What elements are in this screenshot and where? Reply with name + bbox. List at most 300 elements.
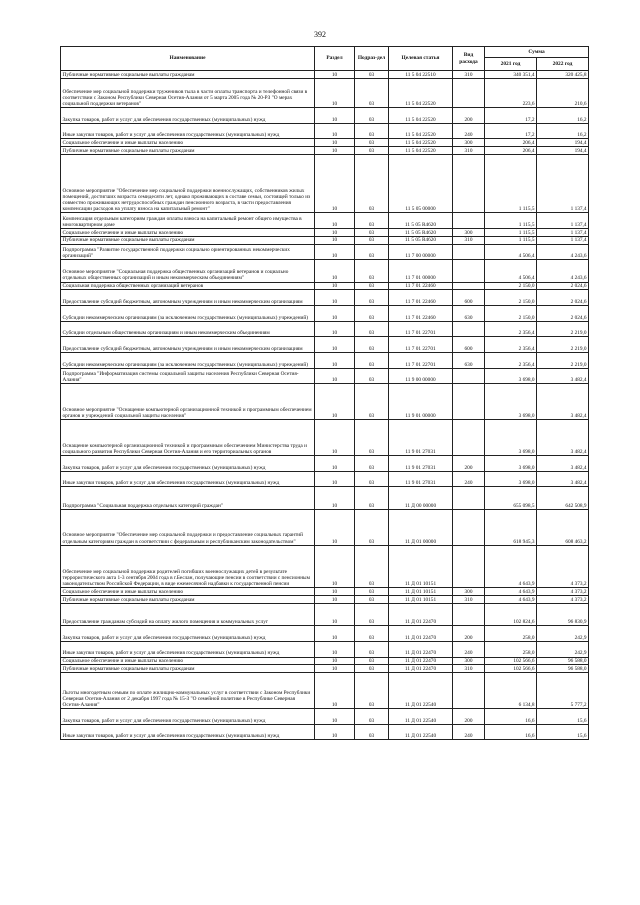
row-sum-2021: 1 115,5 bbox=[485, 213, 537, 229]
row-section: 10 bbox=[315, 626, 355, 642]
row-sum-2022: 15,6 bbox=[537, 724, 589, 740]
row-name: Обеспечение мер социальной поддержки родителей погибших военнослужащих детей в результате террористического акта 1-3 сентября 2004 года в г.Беслан, получающие пенсии в соответствии с пенсионным законодательством Российской Федерации, в виде ежемесячной надбавки к государственной пенсии bbox=[61, 545, 315, 588]
row-expense-type bbox=[453, 154, 485, 212]
row-sum-2021: 2 356,4 bbox=[485, 337, 537, 353]
row-subsection: 03 bbox=[355, 213, 389, 229]
row-section: 10 bbox=[315, 641, 355, 657]
row-sum-2021: 4 643,9 bbox=[485, 545, 537, 588]
table-row bbox=[61, 107, 589, 123]
row-expense-type: 300 bbox=[453, 657, 485, 665]
row-sum-2021: 655 098,5 bbox=[485, 487, 537, 509]
row-sum-2021: 258,0 bbox=[485, 626, 537, 642]
budget-table bbox=[60, 46, 589, 740]
row-section: 10 bbox=[315, 321, 355, 337]
row-sum-2021: 618 945,3 bbox=[485, 509, 537, 545]
row-sum-2022: 642 508,9 bbox=[537, 487, 589, 509]
row-expense-type: 310 bbox=[453, 71, 485, 79]
table-row bbox=[61, 420, 589, 456]
row-section: 10 bbox=[315, 673, 355, 709]
row-name: Основное мероприятие "Оснащение компьютерной организационной техникой и программным обеспечением органов и учреждений социальной защиты населения" bbox=[61, 384, 315, 420]
row-article: 11 9 00 00000 bbox=[389, 368, 453, 384]
table-row bbox=[61, 596, 589, 604]
row-article: 11 9 01 27031 bbox=[389, 471, 453, 487]
row-article: 11 5 04 22510 bbox=[389, 71, 453, 79]
row-subsection: 03 bbox=[355, 420, 389, 456]
table-row bbox=[61, 368, 589, 384]
row-section: 10 bbox=[315, 368, 355, 384]
header-name: Наименование bbox=[61, 47, 315, 71]
row-article: 11 7 01 22701 bbox=[389, 337, 453, 353]
row-name: Закупка товаров, работ и услуг для обеспечения государственных (муниципальных) нужд bbox=[61, 456, 315, 472]
row-expense-type bbox=[453, 673, 485, 709]
row-expense-type bbox=[453, 282, 485, 290]
row-article: 11 7 01 22701 bbox=[389, 321, 453, 337]
row-article: 11 Д 01 22540 bbox=[389, 673, 453, 709]
row-sum-2022: 15,6 bbox=[537, 709, 589, 725]
row-article: 11 5 05 R4620 bbox=[389, 236, 453, 244]
row-article: 11 Д 01 10151 bbox=[389, 545, 453, 588]
row-sum-2021: 102 824,6 bbox=[485, 603, 537, 625]
page-number: 392 bbox=[314, 30, 326, 39]
row-subsection: 03 bbox=[355, 384, 389, 420]
table-row bbox=[61, 709, 589, 725]
row-sum-2022: 194,4 bbox=[537, 139, 589, 147]
row-article: 11 Д 01 22540 bbox=[389, 724, 453, 740]
row-sum-2022: 2 219,0 bbox=[537, 353, 589, 369]
row-name: Публичные нормативные социальные выплаты гражданам bbox=[61, 596, 315, 604]
row-sum-2021: 102 566,6 bbox=[485, 665, 537, 673]
row-sum-2022: 4 243,6 bbox=[537, 244, 589, 260]
row-expense-type bbox=[453, 260, 485, 282]
row-subsection: 03 bbox=[355, 368, 389, 384]
row-subsection: 03 bbox=[355, 78, 389, 107]
row-subsection: 03 bbox=[355, 665, 389, 673]
row-article: 11 Д 01 22470 bbox=[389, 665, 453, 673]
row-article: 11 Д 01 10151 bbox=[389, 596, 453, 604]
row-section: 10 bbox=[315, 337, 355, 353]
row-section: 10 bbox=[315, 657, 355, 665]
row-name: Основное мероприятие "Обеспечение мер социальной поддержки военнослужащих, собственников жилых помещений, достигших возраста семидесяти лет, однако проживающих в составе семьи, состоящей только из совместно проживающих нетрудоспособных граждан пенсионного возраста, в части предоставления компенсации расходов на уплату взноса на капитальный ремонт" bbox=[61, 154, 315, 212]
row-expense-type: 600 bbox=[453, 290, 485, 306]
row-name: Подпрограмма "Информатизация системы социальной защиты населения Республики Северная Осетия-Алания" bbox=[61, 368, 315, 384]
row-expense-type: 300 bbox=[453, 588, 485, 596]
row-article: 11 7 00 00000 bbox=[389, 244, 453, 260]
table-row bbox=[61, 673, 589, 709]
row-expense-type: 200 bbox=[453, 107, 485, 123]
row-subsection: 03 bbox=[355, 123, 389, 139]
table-row bbox=[61, 147, 589, 155]
row-sum-2022: 2 219,0 bbox=[537, 337, 589, 353]
table-row bbox=[61, 545, 589, 588]
row-article: 11 Д 01 22470 bbox=[389, 626, 453, 642]
row-expense-type bbox=[453, 368, 485, 384]
row-sum-2021: 17,2 bbox=[485, 123, 537, 139]
row-article: 11 5 04 22520 bbox=[389, 78, 453, 107]
table-row bbox=[61, 290, 589, 306]
row-article: 11 5 04 22520 bbox=[389, 147, 453, 155]
row-subsection: 03 bbox=[355, 487, 389, 509]
row-name: Публичные нормативные социальные выплаты гражданам bbox=[61, 236, 315, 244]
row-sum-2022: 3 482,4 bbox=[537, 471, 589, 487]
row-name: Предоставление субсидий бюджетным, автономным учреждениям и иным некоммерческим организациям bbox=[61, 290, 315, 306]
row-article: 11 7 01 22460 bbox=[389, 282, 453, 290]
row-subsection: 03 bbox=[355, 139, 389, 147]
table-row bbox=[61, 588, 589, 596]
row-subsection: 03 bbox=[355, 641, 389, 657]
row-subsection: 03 bbox=[355, 596, 389, 604]
row-section: 10 bbox=[315, 228, 355, 236]
row-subsection: 03 bbox=[355, 353, 389, 369]
table-row bbox=[61, 509, 589, 545]
row-name: Основное мероприятие "Обеспечение мер социальной поддержки и предоставление социальных гарантий отдельным категориям граждан в соответствии с федеральным и республиканским законодательством" bbox=[61, 509, 315, 545]
row-sum-2021: 102 566,6 bbox=[485, 657, 537, 665]
row-expense-type: 200 bbox=[453, 709, 485, 725]
row-section: 10 bbox=[315, 596, 355, 604]
row-section: 10 bbox=[315, 290, 355, 306]
row-section: 10 bbox=[315, 456, 355, 472]
row-sum-2022: 2 024,6 bbox=[537, 282, 589, 290]
row-section: 10 bbox=[315, 147, 355, 155]
row-section: 10 bbox=[315, 71, 355, 79]
row-section: 10 bbox=[315, 509, 355, 545]
row-name: Основное мероприятие "Социальная поддержка общественных организаций ветеранов и социально отдельных общественных организаций и иным некоммерческим объединениям" bbox=[61, 260, 315, 282]
table-row bbox=[61, 641, 589, 657]
row-sum-2022: 2 024,6 bbox=[537, 306, 589, 322]
row-subsection: 03 bbox=[355, 673, 389, 709]
row-subsection: 03 bbox=[355, 456, 389, 472]
row-sum-2021: 206,4 bbox=[485, 147, 537, 155]
row-section: 10 bbox=[315, 353, 355, 369]
table-row bbox=[61, 353, 589, 369]
row-article: 11 5 04 22520 bbox=[389, 123, 453, 139]
row-article: 11 Д 01 00000 bbox=[389, 509, 453, 545]
row-expense-type bbox=[453, 545, 485, 588]
row-subsection: 03 bbox=[355, 509, 389, 545]
row-section: 10 bbox=[315, 487, 355, 509]
row-sum-2021: 4 643,9 bbox=[485, 596, 537, 604]
row-sum-2022: 96 588,0 bbox=[537, 657, 589, 665]
row-section: 10 bbox=[315, 306, 355, 322]
row-sum-2021: 206,4 bbox=[485, 139, 537, 147]
table-row bbox=[61, 487, 589, 509]
header-section: Раздел bbox=[315, 47, 355, 71]
row-section: 10 bbox=[315, 154, 355, 212]
table-row bbox=[61, 724, 589, 740]
row-sum-2022: 608 463,2 bbox=[537, 509, 589, 545]
row-section: 10 bbox=[315, 123, 355, 139]
row-section: 10 bbox=[315, 213, 355, 229]
row-sum-2022: 16,2 bbox=[537, 107, 589, 123]
row-name: Социальное обеспечение и иные выплаты населению bbox=[61, 228, 315, 236]
row-article: 11 Д 01 22470 bbox=[389, 641, 453, 657]
row-article: 11 5 04 22520 bbox=[389, 139, 453, 147]
row-name: Оснащение компьютерной организационной техникой и программным обеспечением Министерства труда и социального развития Республики Северная Осетия-Алания и его территориальных органов bbox=[61, 420, 315, 456]
row-sum-2021: 223,6 bbox=[485, 78, 537, 107]
row-section: 10 bbox=[315, 724, 355, 740]
row-subsection: 03 bbox=[355, 290, 389, 306]
row-name: Субсидии отдельным общественным организациям и иным некоммерческим объединениям bbox=[61, 321, 315, 337]
row-name: Социальная поддержка общественных организаций ветеранов bbox=[61, 282, 315, 290]
row-expense-type bbox=[453, 244, 485, 260]
row-article: 11 Д 01 22470 bbox=[389, 657, 453, 665]
row-name: Обеспечение мер социальной поддержки тружеников тыла в части оплаты транспорта и телефонной связи в соответствии с Законом Республики Северная Осетия-Алания от 5 марта 2005 года № 20-РЗ "О мерах социальной поддержки ветеранов" bbox=[61, 78, 315, 107]
row-sum-2022: 4 373,2 bbox=[537, 596, 589, 604]
row-expense-type: 630 bbox=[453, 306, 485, 322]
row-sum-2022: 1 137,4 bbox=[537, 154, 589, 212]
table-row bbox=[61, 282, 589, 290]
row-section: 10 bbox=[315, 709, 355, 725]
table-row bbox=[61, 337, 589, 353]
row-sum-2021: 258,0 bbox=[485, 641, 537, 657]
row-sum-2021: 2 150,0 bbox=[485, 306, 537, 322]
row-expense-type: 240 bbox=[453, 123, 485, 139]
row-section: 10 bbox=[315, 107, 355, 123]
row-sum-2021: 17,2 bbox=[485, 107, 537, 123]
row-sum-2022: 242,9 bbox=[537, 626, 589, 642]
row-expense-type: 600 bbox=[453, 337, 485, 353]
row-name: Субсидии некоммерческим организациям (за исключением государственных (муниципальных) учреждений) bbox=[61, 306, 315, 322]
row-sum-2021: 3 698,0 bbox=[485, 456, 537, 472]
header-expense-type: Вид расхода bbox=[453, 47, 485, 71]
row-subsection: 03 bbox=[355, 107, 389, 123]
row-sum-2022: 1 137,4 bbox=[537, 213, 589, 229]
row-name: Предоставление субсидий бюджетным, автономным учреждениям и иным некоммерческим организациям bbox=[61, 337, 315, 353]
row-expense-type: 310 bbox=[453, 596, 485, 604]
row-expense-type: 310 bbox=[453, 665, 485, 673]
table-row bbox=[61, 154, 589, 212]
table-row bbox=[61, 603, 589, 625]
row-subsection: 03 bbox=[355, 260, 389, 282]
row-sum-2021: 16,6 bbox=[485, 709, 537, 725]
row-name: Подпрограмма "Социальная поддержка отдельных категорий граждан" bbox=[61, 487, 315, 509]
row-expense-type bbox=[453, 603, 485, 625]
row-sum-2022: 3 482,4 bbox=[537, 368, 589, 384]
row-name: Закупка товаров, работ и услуг для обеспечения государственных (муниципальных) нужд bbox=[61, 626, 315, 642]
row-name: Социальное обеспечение и иные выплаты населению bbox=[61, 588, 315, 596]
row-sum-2021: 2 150,0 bbox=[485, 290, 537, 306]
row-subsection: 03 bbox=[355, 306, 389, 322]
row-expense-type: 630 bbox=[453, 353, 485, 369]
row-expense-type: 300 bbox=[453, 139, 485, 147]
row-section: 10 bbox=[315, 236, 355, 244]
row-subsection: 03 bbox=[355, 626, 389, 642]
row-section: 10 bbox=[315, 139, 355, 147]
row-name: Предоставление гражданам субсидий на оплату жилого помещения и коммунальных услуг bbox=[61, 603, 315, 625]
row-sum-2021: 6 134,8 bbox=[485, 673, 537, 709]
row-sum-2021: 1 115,5 bbox=[485, 154, 537, 212]
row-expense-type: 200 bbox=[453, 456, 485, 472]
row-sum-2021: 3 698,0 bbox=[485, 384, 537, 420]
table-row bbox=[61, 123, 589, 139]
table-row bbox=[61, 384, 589, 420]
row-sum-2022: 96 588,0 bbox=[537, 665, 589, 673]
row-sum-2022: 242,9 bbox=[537, 641, 589, 657]
row-sum-2021: 3 698,0 bbox=[485, 368, 537, 384]
row-sum-2021: 1 115,5 bbox=[485, 236, 537, 244]
row-expense-type: 240 bbox=[453, 471, 485, 487]
row-expense-type bbox=[453, 420, 485, 456]
row-subsection: 03 bbox=[355, 154, 389, 212]
row-expense-type: 240 bbox=[453, 724, 485, 740]
header-article: Целевая статья bbox=[389, 47, 453, 71]
row-sum-2022: 2 219,0 bbox=[537, 321, 589, 337]
table-row bbox=[61, 456, 589, 472]
row-sum-2022: 3 482,4 bbox=[537, 456, 589, 472]
row-article: 11 5 05 R4620 bbox=[389, 228, 453, 236]
row-subsection: 03 bbox=[355, 71, 389, 79]
row-sum-2021: 2 356,4 bbox=[485, 321, 537, 337]
row-article: 11 5 05 00000 bbox=[389, 154, 453, 212]
row-subsection: 03 bbox=[355, 471, 389, 487]
row-article: 11 7 01 00000 bbox=[389, 260, 453, 282]
row-name: Социальное обеспечение и иные выплаты населению bbox=[61, 657, 315, 665]
row-subsection: 03 bbox=[355, 282, 389, 290]
row-sum-2022: 4 243,6 bbox=[537, 260, 589, 282]
row-name: Публичные нормативные социальные выплаты гражданам bbox=[61, 71, 315, 79]
row-name: Иные закупки товаров, работ и услуг для обеспечения государственных (муниципальных) нужд bbox=[61, 724, 315, 740]
row-expense-type bbox=[453, 213, 485, 229]
header-year-2021: 2021 год bbox=[485, 58, 537, 71]
row-article: 11 5 04 22520 bbox=[389, 107, 453, 123]
table-row bbox=[61, 78, 589, 107]
row-section: 10 bbox=[315, 260, 355, 282]
row-sum-2022: 3 482,4 bbox=[537, 384, 589, 420]
row-article: 11 Д 01 22540 bbox=[389, 709, 453, 725]
row-subsection: 03 bbox=[355, 321, 389, 337]
row-sum-2021: 4 506,4 bbox=[485, 260, 537, 282]
row-name: Закупка товаров, работ и услуг для обеспечения государственных (муниципальных) нужд bbox=[61, 107, 315, 123]
row-section: 10 bbox=[315, 244, 355, 260]
row-expense-type bbox=[453, 321, 485, 337]
row-expense-type bbox=[453, 509, 485, 545]
row-sum-2021: 4 506,4 bbox=[485, 244, 537, 260]
row-name: Социальное обеспечение и иные выплаты населению bbox=[61, 139, 315, 147]
row-sum-2022: 3 482,4 bbox=[537, 420, 589, 456]
row-name: Субсидии некоммерческим организациям (за исключением государственных (муниципальных) учреждений) bbox=[61, 353, 315, 369]
row-article: 11 9 01 27031 bbox=[389, 456, 453, 472]
table-row bbox=[61, 236, 589, 244]
table-row bbox=[61, 71, 589, 79]
table-row bbox=[61, 139, 589, 147]
row-sum-2022: 16,2 bbox=[537, 123, 589, 139]
row-article: 11 9 01 27031 bbox=[389, 420, 453, 456]
row-sum-2022: 194,4 bbox=[537, 147, 589, 155]
row-expense-type bbox=[453, 78, 485, 107]
row-sum-2021: 16,6 bbox=[485, 724, 537, 740]
row-name: Льготы многодетным семьям по оплате жилищно-коммунальных услуг в соответствии с Законом Республики Северная Осетия-Алания от 2 декабря 1997 года № 15-З "О семейной политике в Республике Северная Осетия-Алания" bbox=[61, 673, 315, 709]
row-name: Компенсация отдельным категориям граждан оплаты взноса на капитальный ремонт общего имущества в многоквартирном доме bbox=[61, 213, 315, 229]
row-article: 11 Д 01 10151 bbox=[389, 588, 453, 596]
row-expense-type: 300 bbox=[453, 228, 485, 236]
table-body bbox=[61, 71, 589, 740]
row-sum-2022: 1 137,4 bbox=[537, 236, 589, 244]
row-expense-type: 310 bbox=[453, 236, 485, 244]
row-section: 10 bbox=[315, 78, 355, 107]
row-section: 10 bbox=[315, 471, 355, 487]
table-row bbox=[61, 306, 589, 322]
header-sum: Сумма bbox=[485, 47, 589, 58]
table-header bbox=[61, 47, 589, 71]
row-article: 11 Д 00 00000 bbox=[389, 487, 453, 509]
row-subsection: 03 bbox=[355, 603, 389, 625]
row-expense-type bbox=[453, 487, 485, 509]
row-name: Публичные нормативные социальные выплаты гражданам bbox=[61, 147, 315, 155]
row-subsection: 03 bbox=[355, 337, 389, 353]
table-row bbox=[61, 260, 589, 282]
row-sum-2021: 2 356,4 bbox=[485, 353, 537, 369]
table-row bbox=[61, 665, 589, 673]
row-subsection: 03 bbox=[355, 236, 389, 244]
row-sum-2021: 2 150,0 bbox=[485, 282, 537, 290]
row-sum-2021: 3 698,0 bbox=[485, 471, 537, 487]
row-section: 10 bbox=[315, 545, 355, 588]
row-subsection: 03 bbox=[355, 588, 389, 596]
table-row bbox=[61, 213, 589, 229]
row-subsection: 03 bbox=[355, 545, 389, 588]
header-subsection: Подраз-дел bbox=[355, 47, 389, 71]
row-article: 11 7 01 22460 bbox=[389, 306, 453, 322]
row-sum-2022: 320 425,8 bbox=[537, 71, 589, 79]
row-article: 11 Д 01 22470 bbox=[389, 603, 453, 625]
table-row bbox=[61, 657, 589, 665]
header-year-2022: 2022 год bbox=[537, 58, 589, 71]
row-name: Иные закупки товаров, работ и услуг для обеспечения государственных (муниципальных) нужд bbox=[61, 641, 315, 657]
table-row bbox=[61, 471, 589, 487]
row-subsection: 03 bbox=[355, 228, 389, 236]
row-sum-2021: 340 351,4 bbox=[485, 71, 537, 79]
row-name: Закупка товаров, работ и услуг для обеспечения государственных (муниципальных) нужд bbox=[61, 709, 315, 725]
row-subsection: 03 bbox=[355, 724, 389, 740]
row-expense-type: 200 bbox=[453, 626, 485, 642]
row-sum-2022: 96 830,9 bbox=[537, 603, 589, 625]
row-section: 10 bbox=[315, 603, 355, 625]
row-section: 10 bbox=[315, 665, 355, 673]
row-name: Подпрограмма "Развитие государственной поддержки социально ориентированных некоммерческих организаций" bbox=[61, 244, 315, 260]
row-article: 11 9 01 00000 bbox=[389, 384, 453, 420]
table-row bbox=[61, 321, 589, 337]
row-subsection: 03 bbox=[355, 244, 389, 260]
row-subsection: 03 bbox=[355, 147, 389, 155]
row-article: 11 5 05 R4620 bbox=[389, 213, 453, 229]
table-row bbox=[61, 228, 589, 236]
row-article: 11 7 01 22460 bbox=[389, 290, 453, 306]
row-name: Публичные нормативные социальные выплаты гражданам bbox=[61, 665, 315, 673]
row-name: Иные закупки товаров, работ и услуг для обеспечения государственных (муниципальных) нужд bbox=[61, 123, 315, 139]
row-sum-2022: 1 137,4 bbox=[537, 228, 589, 236]
row-sum-2022: 5 777,2 bbox=[537, 673, 589, 709]
row-section: 10 bbox=[315, 282, 355, 290]
row-section: 10 bbox=[315, 588, 355, 596]
row-section: 10 bbox=[315, 420, 355, 456]
row-section: 10 bbox=[315, 384, 355, 420]
row-subsection: 03 bbox=[355, 657, 389, 665]
row-expense-type bbox=[453, 384, 485, 420]
row-subsection: 03 bbox=[355, 709, 389, 725]
row-name: Иные закупки товаров, работ и услуг для обеспечения государственных (муниципальных) нужд bbox=[61, 471, 315, 487]
row-sum-2022: 2 024,6 bbox=[537, 290, 589, 306]
row-sum-2022: 210,6 bbox=[537, 78, 589, 107]
row-sum-2021: 3 698,0 bbox=[485, 420, 537, 456]
row-sum-2021: 1 115,5 bbox=[485, 228, 537, 236]
row-sum-2022: 4 373,2 bbox=[537, 545, 589, 588]
table-row bbox=[61, 626, 589, 642]
row-sum-2021: 4 643,9 bbox=[485, 588, 537, 596]
row-expense-type: 310 bbox=[453, 147, 485, 155]
table-row bbox=[61, 244, 589, 260]
row-sum-2022: 4 373,2 bbox=[537, 588, 589, 596]
row-article: 11 7 01 22701 bbox=[389, 353, 453, 369]
row-expense-type: 240 bbox=[453, 641, 485, 657]
